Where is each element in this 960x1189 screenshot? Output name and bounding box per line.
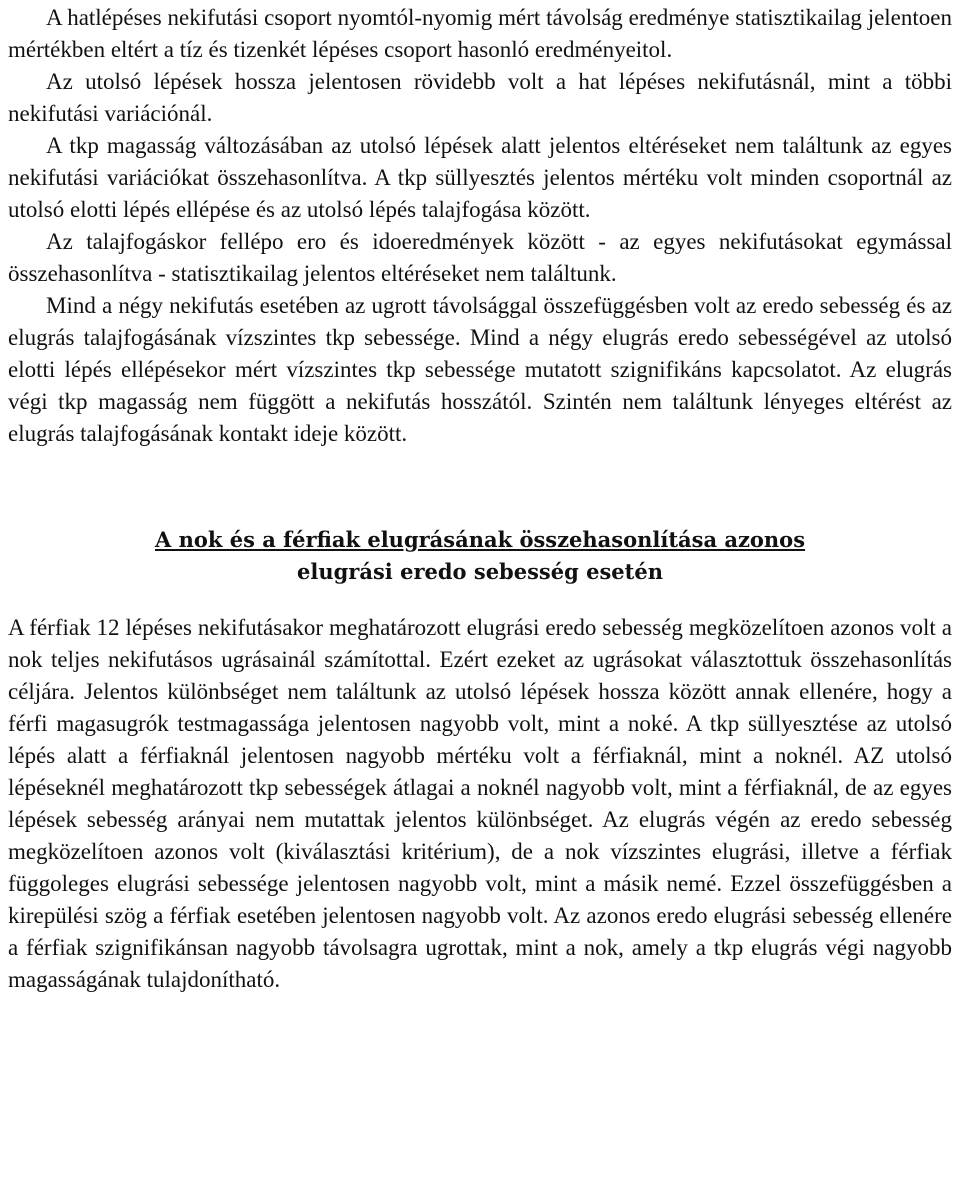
- section-spacer: [8, 450, 952, 524]
- paragraph-hatlepeses: A hatlépéses nekifutási csoport nyomtól-nyomig mért távolság eredménye statisztikailag jelentoen mértékben eltért a tíz és tizenkét lépéses csoport hasonló eredményeitol.: [8, 5, 952, 62]
- paragraph-tkp-magassag: A tkp magasság változásában az utolsó lépések alatt jelentos eltéréseket nem találtunk az egyes nekifutási variációkat összehasonlítva. A tkp süllyesztés jelentos mértéku volt minden csoportnál az utolsó elotti lépés ellépése és az utolsó lépés talajfogása között.: [8, 133, 952, 222]
- paragraph-mind-a-negy: Mind a négy nekifutás esetében az ugrott távolsággal összefüggésben volt az eredo sebesség és az elugrás talajfogásának vízszintes tkp sebessége. Mind a négy elugrás eredo sebességével az utolsó elotti lépés ellépésekor mért vízszintes tkp sebessége mutatott szignifikáns kapcsolatot. Az elugrás végi tkp magasság nem függött a nekifutás hosszától. Szintén nem találtunk lényeges eltérést az elugrás talajfogásának kontakt ideje között.: [8, 293, 952, 446]
- section-heading: [8, 524, 952, 588]
- section-heading-line-2: elugrási eredo sebesség esetén: [297, 559, 663, 584]
- section-heading-line-1: A nok és a férfiak elugrásának összehasonlítása azonos: [154, 527, 806, 552]
- document-page: [8, 0, 952, 996]
- paragraph-talajfogas: Az talajfogáskor fellépo ero és idoeredmények között - az egyes nekifutásokat egymással összehasonlítva - statisztikailag jelentos eltéréseket nem találtunk.: [8, 229, 952, 286]
- paragraph-ferfiak-12-lepeses: A férfiak 12 lépéses nekifutásakor meghatározott elugrási eredo sebesség megközelítoen azonos volt a nok teljes nekifutásos ugrásainál számítottal. Ezért ezeket az ugrásokat választottuk összehasonlítás céljára. Jelentos különbséget nem találtunk az utolsó lépések hossza között annak ellenére, hogy a férfi magasugrók testmagassága jelentosen nagyobb volt, mint a noké. A tkp süllyesztése az utolsó lépés alatt a férfiaknál jelentosen nagyobb mértéku volt a férfiaknál, mint a noknél. AZ utolsó lépéseknél meghatározott tkp sebességek átlagai a noknél nagyobb volt, mint a férfiaknál, de az egyes lépések sebesség arányai nem mutattak jelentos különbséget. Az elugrás végén az eredo sebesség megközelítoen azonos volt (kiválasztási kritérium), de a nok vízszintes elugrási, illetve a férfiak függoleges elugrási sebessége jelentosen nagyobb volt, mint a másik nemé. Ezzel összefüggésben a kirepülési szög a férfiak esetében jelentosen nagyobb volt. Az azonos eredo elugrási sebesség ellenére a férfiak szignifikánsan nagyobb távolsagra ugrottak, mint a nok, amely a tkp elugrás végi nagyobb magasságának tulajdonítható.: [8, 615, 952, 992]
- paragraph-utolso-lepesek: Az utolsó lépések hossza jelentosen rövidebb volt a hat lépéses nekifutásnál, mint a többi nekifutási variációnál.: [8, 69, 952, 126]
- heading-spacer: [8, 588, 952, 612]
